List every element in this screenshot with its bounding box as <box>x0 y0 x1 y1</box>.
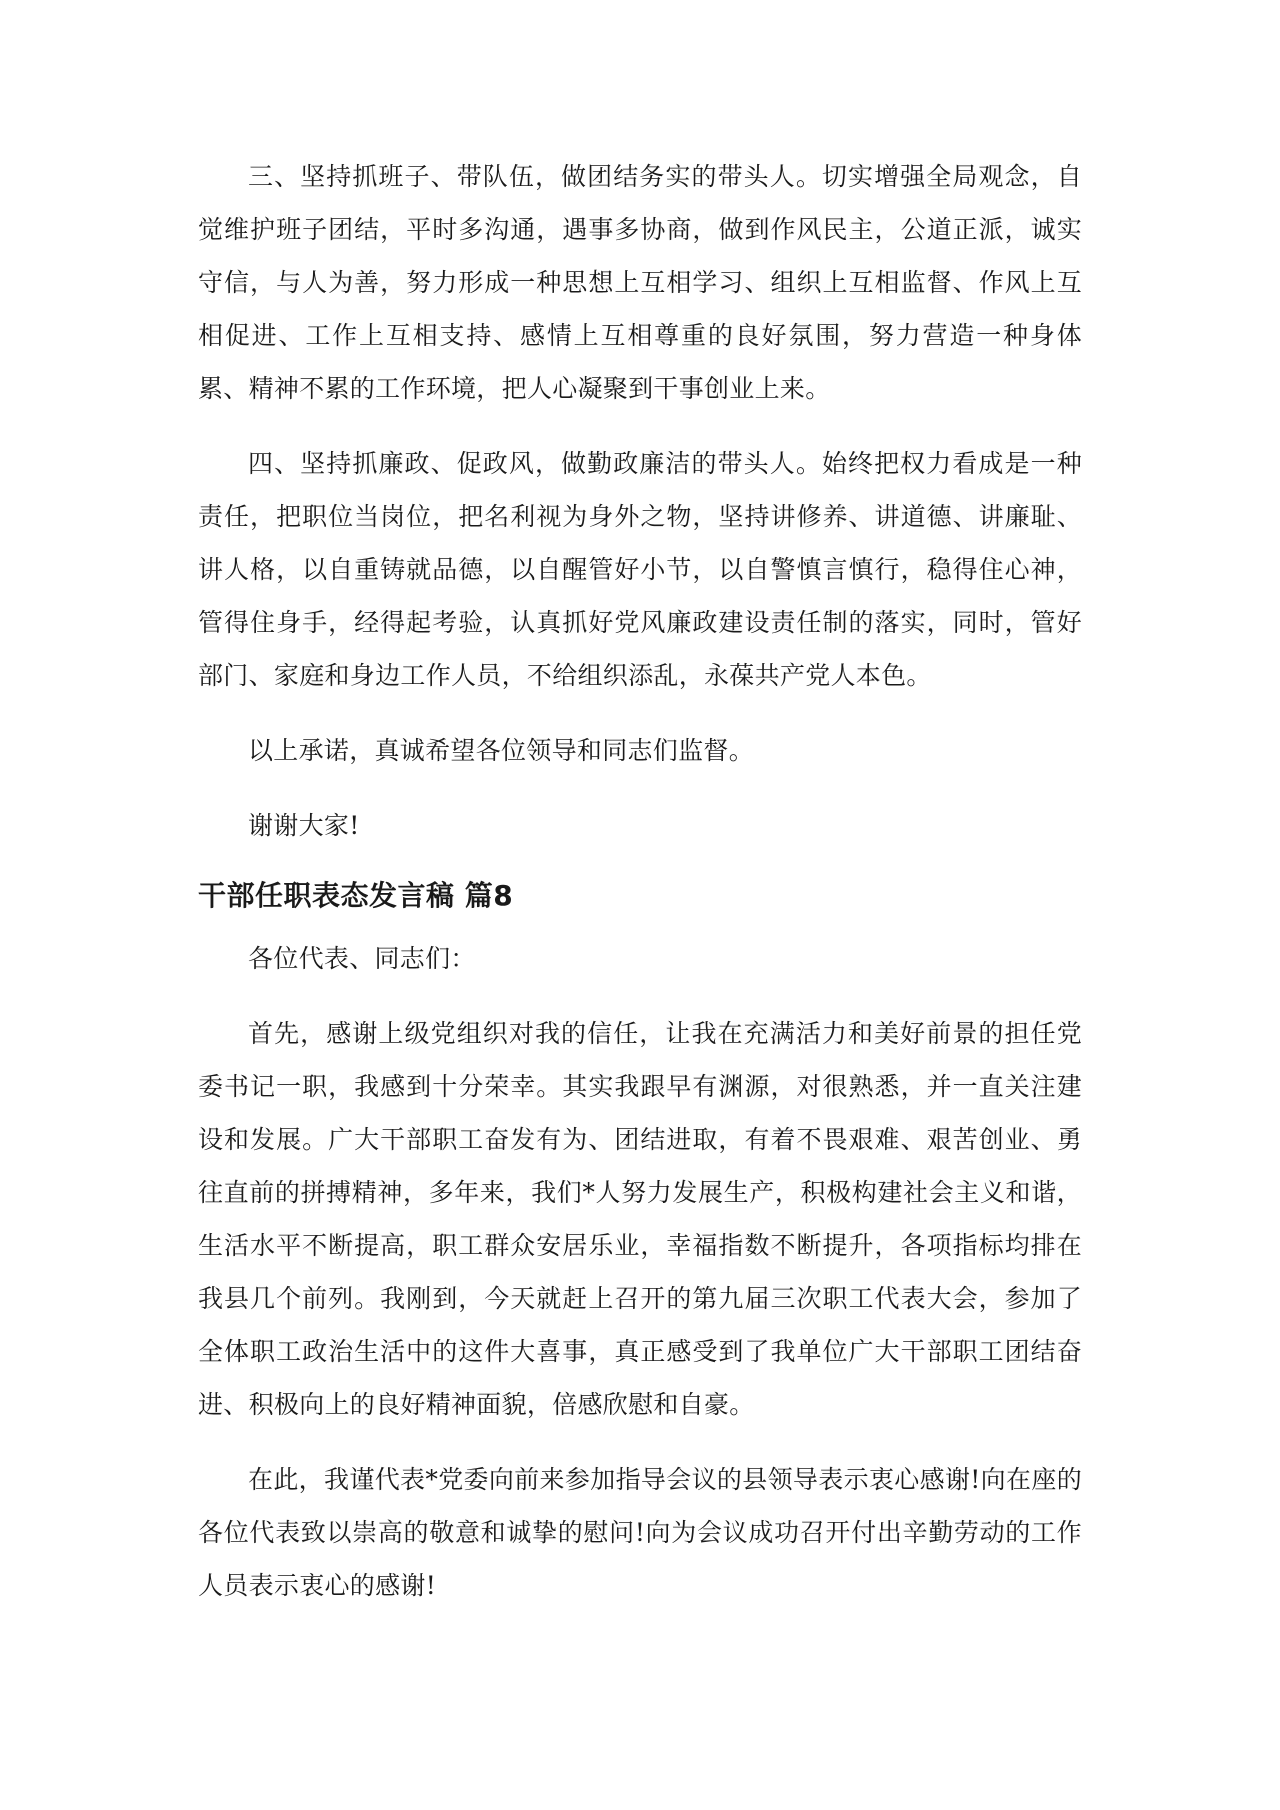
paragraph-salutation: 各位代表、同志们： <box>248 944 476 973</box>
paragraph-gratitude: 在此，我谨代表*党委向前来参加指导会议的县领导表示衷心感谢!向在座的各位代表致以崇高的敬意和诚挚的慰问!向为会议成功召开付出辛勤劳动的工作人员表示衷心的感谢! <box>198 1465 1082 1600</box>
paragraph-point-four: 四、坚持抓廉政、促政风，做勤政廉洁的带头人。始终把权力看成是一种责任，把职位当岗位，把名利视为身外之物，坚持讲修养、讲道德、讲廉耻、讲人格，以自重铸就品德，以自醒管好小节，以自警慎言慎行，稳得住心神，管得住身手，经得起考验，认真抓好党风廉政建设责任制的落实，同时，管好部门、家庭和身边工作人员，不给组织添乱，永葆共产党人本色。 <box>198 449 1082 690</box>
paragraph-point-three: 三、坚持抓班子、带队伍，做团结务实的带头人。切实增强全局观念，自觉维护班子团结，平时多沟通，遇事多协商，做到作风民主，公道正派，诚实守信，与人为善，努力形成一种思想上互相学习、组织上互相监督、作风上互相促进、工作上互相支持、感情上互相尊重的良好氛围，努力营造一种身体累、精神不累的工作环境，把人心凝聚到干事创业上来。 <box>198 162 1082 403</box>
paragraph-commitment: 以上承诺，真诚希望各位领导和同志们监督。 <box>248 736 755 765</box>
paragraph-introduction: 首先，感谢上级党组织对我的信任，让我在充满活力和美好前景的担任党委书记一职，我感到十分荣幸。其实我跟早有渊源，对很熟悉，并一直关注建设和发展。广大干部职工奋发有为、团结进取，有着不畏艰难、艰苦创业、勇往直前的拼搏精神，多年来，我们*人努力发展生产，积极构建社会主义和谐，生活水平不断提高，职工群众安居乐业，幸福指数不断提升，各项指标均排在我县几个前列。我刚到，今天就赶上召开的第九届三次职工代表大会，参加了全体职工政治生活中的这件大喜事，真正感受到了我单位广大干部职工团结奋进、积极向上的良好精神面貌，倍感欣慰和自豪。 <box>198 1019 1082 1419</box>
section-heading: 干部任职表态发言稿 篇8 <box>198 879 514 912</box>
document-page <box>198 150 1082 1612</box>
paragraph-thanks: 谢谢大家! <box>248 811 360 840</box>
